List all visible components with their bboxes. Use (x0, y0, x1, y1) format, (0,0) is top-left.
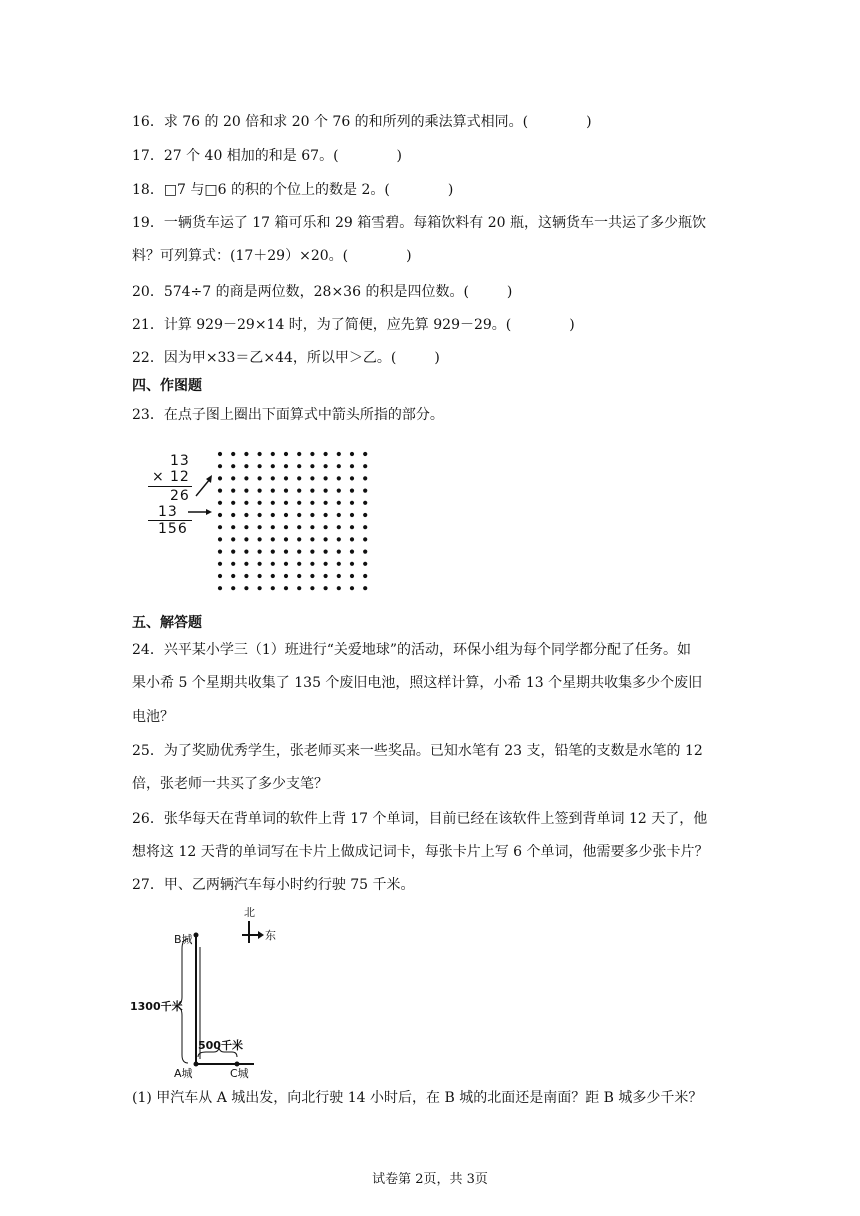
grid-dot[interactable] (258, 586, 262, 590)
b-city-point (194, 933, 199, 938)
q27-sub-1: (1) 甲汽车从 A 城出发，向北行驶 14 小时后，在 B 城的北面还是南面？距 B 城多少千米？ (132, 1090, 703, 1106)
grid-dot[interactable] (363, 562, 367, 566)
grid-dot[interactable] (231, 537, 235, 541)
grid-dot[interactable] (310, 525, 314, 529)
grid-dot[interactable] (244, 489, 248, 493)
grid-dot[interactable] (350, 562, 354, 566)
q19-text: 一辆货车运了 17 箱可乐和 29 箱雪碧。每箱饮料有 20 瓶，这辆货车一共运了多少瓶饮 (163, 215, 706, 231)
grid-dot[interactable] (244, 501, 248, 505)
grid-dot[interactable] (350, 464, 354, 468)
mult-p2: 13 (158, 504, 178, 520)
grid-dot[interactable] (258, 513, 262, 517)
grid-dot[interactable] (258, 562, 262, 566)
grid-dot[interactable] (324, 537, 328, 541)
b-city-label: B城 (174, 933, 193, 946)
grid-dot[interactable] (337, 550, 341, 554)
question-17: 17．27 个 40 相加的和是 67。( ) (132, 148, 403, 164)
grid-dot[interactable] (337, 586, 341, 590)
grid-dot[interactable] (337, 489, 341, 493)
grid-dot[interactable] (324, 476, 328, 480)
grid-dot[interactable] (337, 562, 341, 566)
grid-dot[interactable] (350, 574, 354, 578)
grid-dot[interactable] (284, 489, 288, 493)
grid-dot[interactable] (271, 476, 275, 480)
grid-dot[interactable] (363, 513, 367, 517)
grid-dot[interactable] (324, 452, 328, 456)
mult-result: 156 (158, 521, 188, 537)
grid-dot[interactable] (271, 525, 275, 529)
grid-dot[interactable] (258, 574, 262, 578)
grid-dot[interactable] (324, 513, 328, 517)
q24-line-2: 果小希 5 个星期共收集了 135 个废旧电池，照这样计算，小希 13 个星期共收集多少个废旧 (132, 675, 703, 691)
grid-dot[interactable] (310, 464, 314, 468)
q17-num: 17 (132, 148, 150, 164)
question-22: 22．因为甲×33＝乙×44，所以甲＞乙。( ) (132, 350, 440, 366)
grid-dot[interactable] (350, 525, 354, 529)
q26-line-1: 26．张华每天在背单词的软件上背 17 个单词，目前已经在该软件上签到背单词 12 天了，他 (132, 811, 708, 827)
grid-dot[interactable] (297, 550, 301, 554)
page-footer: 试卷第 2页，共 3页 (372, 1172, 488, 1187)
q16-text: 求 76 的 20 倍和求 20 个 76 的和所列的乘法算式相同。( (163, 114, 529, 130)
grid-dot[interactable] (363, 550, 367, 554)
compass-east-arrow (258, 931, 264, 939)
q18-close: ) (447, 182, 454, 198)
q18-text: □7 与□6 的积的个位上的数是 2。( (163, 182, 390, 198)
grid-dot[interactable] (258, 464, 262, 468)
grid-dot[interactable] (271, 562, 275, 566)
grid-dot[interactable] (244, 550, 248, 554)
grid-dot[interactable] (218, 574, 222, 578)
grid-dot[interactable] (363, 525, 367, 529)
grid-dot[interactable] (244, 562, 248, 566)
dist-ab-label: 1300千米 (130, 1000, 183, 1013)
q19b-text: 料？可列算式：(17＋29）×20。( (132, 248, 349, 264)
grid-dot[interactable] (218, 525, 222, 529)
grid-dot[interactable] (271, 513, 275, 517)
q17-text: 27 个 40 相加的和是 67。( (163, 148, 339, 164)
grid-dot[interactable] (218, 476, 222, 480)
grid-dot[interactable] (231, 513, 235, 517)
mult-a: 13 (170, 453, 190, 469)
grid-dot[interactable] (244, 574, 248, 578)
grid-dot[interactable] (297, 464, 301, 468)
grid-dot[interactable] (363, 537, 367, 541)
q19-num: 19 (132, 215, 150, 231)
grid-dot[interactable] (284, 525, 288, 529)
arrow-head-2 (206, 509, 212, 515)
q22-close: ) (434, 350, 440, 366)
mult-p1: 26 (170, 488, 190, 504)
grid-dot[interactable] (363, 489, 367, 493)
q21-num: 21 (132, 317, 150, 333)
grid-dot[interactable] (244, 476, 248, 480)
grid-dot[interactable] (324, 489, 328, 493)
question-23: 23．在点子图上圈出下面算式中箭头所指的部分。 (132, 407, 444, 423)
mult-b: 12 (170, 469, 190, 485)
q19b-close: ) (406, 248, 412, 264)
grid-dot[interactable] (363, 452, 367, 456)
grid-dot[interactable] (271, 464, 275, 468)
grid-dot[interactable] (310, 574, 314, 578)
grid-dot[interactable] (363, 476, 367, 480)
grid-dot[interactable] (258, 525, 262, 529)
dist-ac-label: 500千米 (198, 1039, 243, 1052)
grid-dot[interactable] (363, 501, 367, 505)
q21-text: 计算 929－29×14 时，为了简便，应先算 929－29。( (163, 317, 512, 333)
grid-dot[interactable] (284, 452, 288, 456)
compass-north-label: 北 (244, 906, 255, 919)
section5-heading: 五、解答题 (132, 615, 202, 631)
grid-dot[interactable] (218, 452, 222, 456)
grid-dot[interactable] (271, 501, 275, 505)
grid-dot[interactable] (324, 550, 328, 554)
grid-dot[interactable] (297, 489, 301, 493)
grid-dot[interactable] (324, 586, 328, 590)
grid-dot[interactable] (218, 464, 222, 468)
q16-close: ) (586, 114, 592, 130)
grid-dot[interactable] (363, 574, 367, 578)
grid-dot[interactable] (337, 464, 341, 468)
grid-dot[interactable] (350, 537, 354, 541)
q20-num: 20 (132, 284, 150, 300)
grid-dot[interactable] (284, 562, 288, 566)
grid-dot[interactable] (337, 574, 341, 578)
grid-dot[interactable] (271, 550, 275, 554)
grid-dot[interactable] (231, 476, 235, 480)
q27-line-1: 27．甲、乙两辆汽车每小时约行驶 75 千米。 (132, 877, 415, 893)
grid-dot[interactable] (337, 501, 341, 505)
question-21: 21．计算 929－29×14 时，为了简便，应先算 929－29。( ) (132, 317, 575, 333)
section4-heading: 四、作图题 (132, 378, 202, 394)
grid-dot[interactable] (284, 513, 288, 517)
grid-dot[interactable] (297, 476, 301, 480)
compass-east-label: 东 (265, 929, 276, 942)
grid-dot[interactable] (218, 537, 222, 541)
grid-dot[interactable] (271, 574, 275, 578)
c-city-point (235, 1062, 240, 1067)
c-city-label: C城 (230, 1067, 249, 1080)
grid-dot[interactable] (231, 452, 235, 456)
mult-arrows (140, 452, 215, 540)
grid-dot[interactable] (231, 489, 235, 493)
grid-dot[interactable] (350, 452, 354, 456)
grid-dot[interactable] (310, 501, 314, 505)
grid-dot[interactable] (258, 550, 262, 554)
grid-dot[interactable] (231, 586, 235, 590)
question-19: 19．一辆货车运了 17 箱可乐和 29 箱雪碧。每箱饮料有 20 瓶，这辆货车一共运了多少瓶饮 (132, 215, 706, 231)
grid-dot[interactable] (297, 574, 301, 578)
grid-dot[interactable] (337, 452, 341, 456)
grid-dot[interactable] (324, 464, 328, 468)
question-18: 18．□7 与□6 的积的个位上的数是 2。( ) (132, 182, 454, 198)
grid-dot[interactable] (310, 537, 314, 541)
grid-dot[interactable] (350, 489, 354, 493)
grid-dot[interactable] (231, 501, 235, 505)
grid-dot[interactable] (310, 513, 314, 517)
grid-dot[interactable] (218, 501, 222, 505)
grid-dot[interactable] (337, 513, 341, 517)
a-city-point (194, 1062, 199, 1067)
vertical-multiplication (140, 452, 215, 540)
grid-dot[interactable] (310, 489, 314, 493)
grid-dot[interactable] (310, 476, 314, 480)
grid-dot[interactable] (284, 537, 288, 541)
grid-dot[interactable] (231, 464, 235, 468)
grid-dot[interactable] (297, 537, 301, 541)
grid-dot[interactable] (363, 464, 367, 468)
grid-dot[interactable] (350, 513, 354, 517)
grid-dot[interactable] (350, 550, 354, 554)
q24-line-3: 电池？ (132, 709, 174, 725)
grid-dot[interactable] (231, 574, 235, 578)
grid-dot[interactable] (258, 476, 262, 480)
grid-dot[interactable] (244, 513, 248, 517)
grid-dot[interactable] (271, 537, 275, 541)
grid-dot[interactable] (324, 525, 328, 529)
grid-dot[interactable] (258, 489, 262, 493)
grid-dot[interactable] (244, 537, 248, 541)
q18-num: 18 (132, 182, 150, 198)
a-city-label: A城 (174, 1067, 193, 1080)
grid-dot[interactable] (218, 489, 222, 493)
q22-text: 因为甲×33＝乙×44，所以甲＞乙。( (163, 350, 397, 366)
grid-dot[interactable] (363, 586, 367, 590)
grid-dot[interactable] (310, 452, 314, 456)
grid-dot[interactable] (218, 513, 222, 517)
grid-dot[interactable] (244, 452, 248, 456)
grid-dot[interactable] (310, 586, 314, 590)
grid-dot[interactable] (297, 513, 301, 517)
grid-dot[interactable] (284, 476, 288, 480)
grid-dot[interactable] (350, 476, 354, 480)
grid-dot[interactable] (284, 586, 288, 590)
grid-dot[interactable] (218, 562, 222, 566)
grid-dot[interactable] (337, 537, 341, 541)
grid-dot[interactable] (310, 562, 314, 566)
grid-dot[interactable] (324, 562, 328, 566)
grid-dot[interactable] (337, 525, 341, 529)
grid-dot[interactable] (324, 501, 328, 505)
grid-dot[interactable] (297, 452, 301, 456)
grid-dot[interactable] (271, 586, 275, 590)
grid-dot[interactable] (337, 476, 341, 480)
grid-dot[interactable] (324, 574, 328, 578)
q25-line-1: 25．为了奖励优秀学生，张老师买来一些奖品。已知水笔有 23 支，铅笔的支数是水笔的 12 (132, 743, 703, 759)
grid-dot[interactable] (271, 489, 275, 493)
grid-dot[interactable] (284, 574, 288, 578)
mult-op: × (152, 469, 165, 485)
grid-dot[interactable] (258, 452, 262, 456)
q21-close: ) (569, 317, 575, 333)
grid-dot[interactable] (310, 550, 314, 554)
grid-dot[interactable] (297, 501, 301, 505)
dot-grid[interactable] (216, 450, 372, 594)
grid-dot[interactable] (284, 550, 288, 554)
question-16: 16．求 76 的 20 倍和求 20 个 76 的和所列的乘法算式相同。( ) (132, 114, 592, 130)
grid-dot[interactable] (218, 550, 222, 554)
grid-dot[interactable] (244, 464, 248, 468)
arrow-line-1 (196, 479, 210, 496)
grid-dot[interactable] (258, 537, 262, 541)
grid-dot[interactable] (297, 586, 301, 590)
grid-dot[interactable] (350, 501, 354, 505)
q24-line-1: 24．兴平某小学三（1）班进行“关爱地球”的活动，环保小组为每个同学都分配了任务。如 (132, 642, 692, 658)
q20-text: 574÷7 的商是两位数，28×36 的积是四位数。( (163, 284, 469, 300)
grid-dot[interactable] (271, 452, 275, 456)
question-19-cont (132, 246, 412, 266)
city-map-diagram (130, 905, 280, 1080)
grid-dot[interactable] (297, 525, 301, 529)
question-20: 20．574÷7 的商是两位数，28×36 的积是四位数。( ) (132, 284, 513, 300)
q20-close: ) (506, 284, 513, 300)
grid-dot[interactable] (244, 586, 248, 590)
q22-num: 22 (132, 350, 150, 366)
grid-dot[interactable] (284, 464, 288, 468)
grid-dot[interactable] (258, 501, 262, 505)
q26-line-2: 想将这 12 天背的单词写在卡片上做成记词卡，每张卡片上写 6 个单词，他需要多少张卡片？ (132, 844, 709, 860)
grid-dot[interactable] (297, 562, 301, 566)
q17-close: ) (396, 148, 403, 164)
grid-dot[interactable] (350, 586, 354, 590)
grid-dot[interactable] (284, 501, 288, 505)
grid-dot[interactable] (231, 525, 235, 529)
grid-dot[interactable] (231, 562, 235, 566)
q16-num: 16 (132, 114, 150, 130)
grid-dot[interactable] (231, 550, 235, 554)
q25-line-2: 倍，张老师一共买了多少支笔？ (132, 776, 328, 792)
grid-dot[interactable] (218, 586, 222, 590)
grid-dot[interactable] (244, 525, 248, 529)
